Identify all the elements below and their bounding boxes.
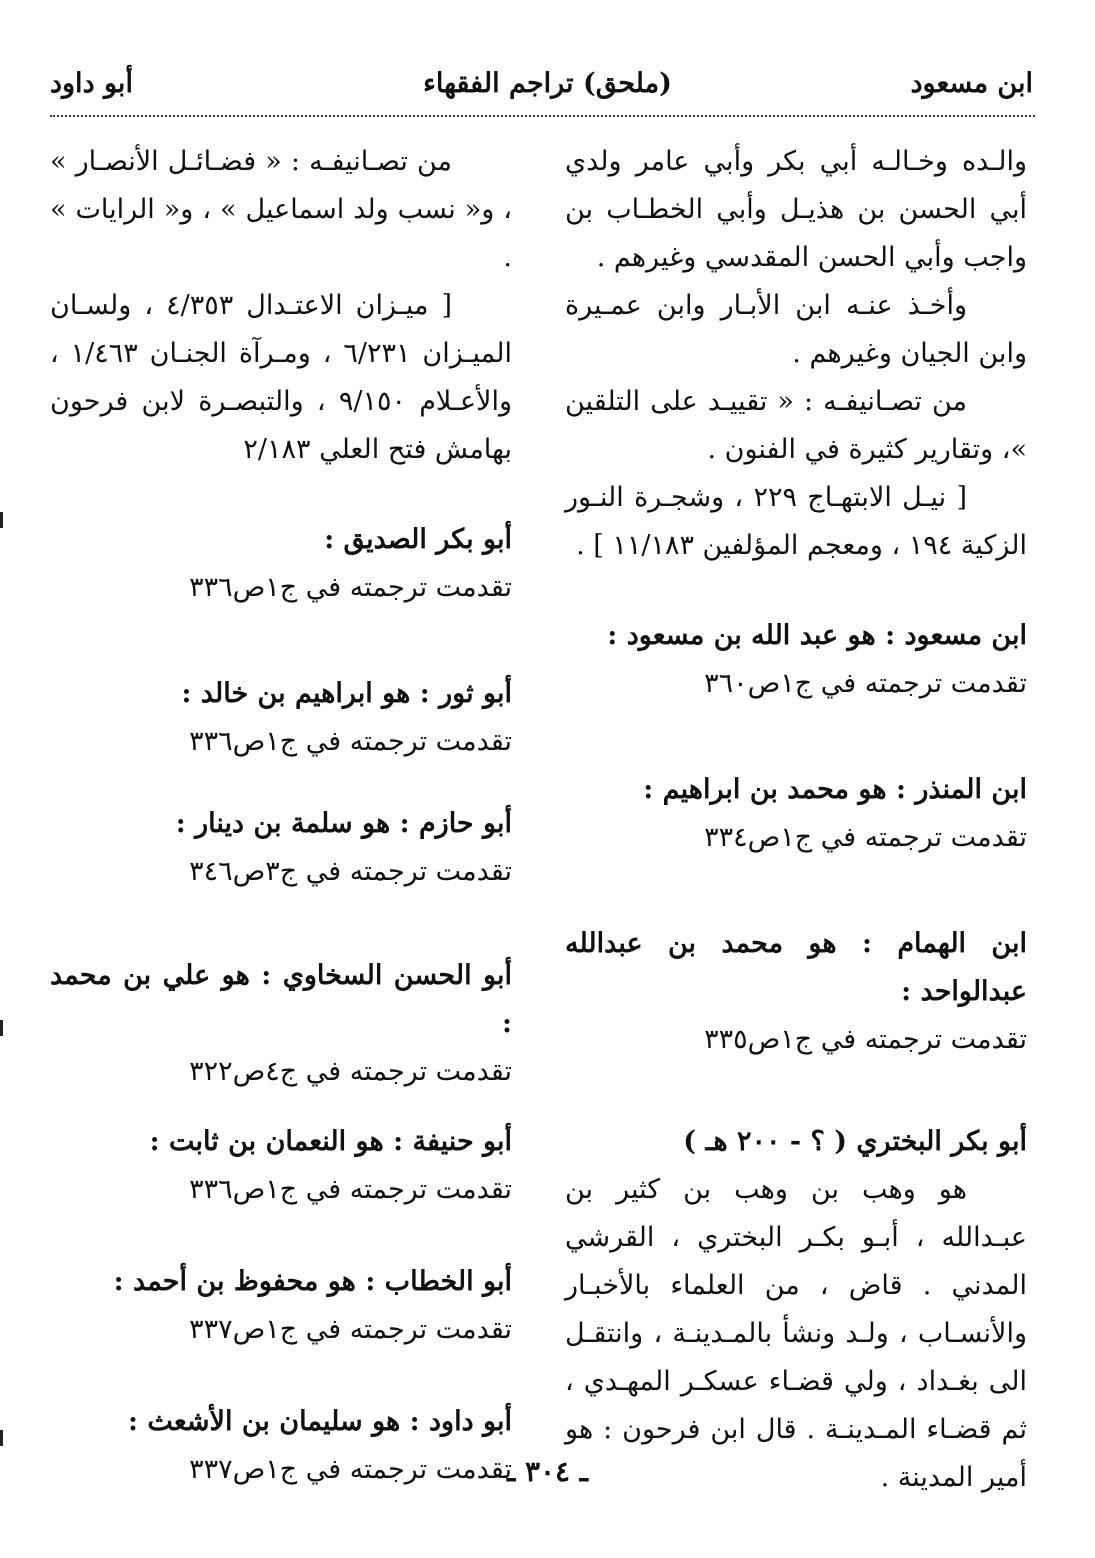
- entry-reference: تقدمت ترجمته في ج١ص٣٣٧: [189, 1314, 512, 1345]
- entry-title: أبو الحسن السخاوي : هو علي بن محمد :: [50, 960, 512, 1039]
- page-number: ـ ٣٠٤ ـ: [506, 1455, 589, 1488]
- paragraph: والـده وخـالـه أبي بكر وأبي عامر ولدي أبي الحسن بن هذيـل وأبي الخطـاب بن واجب وأبي الحسن المقدسي وغيرهم .: [565, 146, 1027, 273]
- scan-edge-mark: [0, 1020, 3, 1036]
- entry-reference: تقدمت ترجمته في ج١ص٣٣٦: [189, 1174, 512, 1205]
- entry-reference: تقدمت ترجمته في ج١ص٣٣٧: [189, 1454, 512, 1485]
- scan-edge-mark: [0, 1430, 3, 1446]
- entry-title: أبو بكر البختري ( ؟ - ٢٠٠ هـ ): [683, 1126, 1027, 1157]
- entry-title: أبو بكر الصديق :: [324, 524, 512, 555]
- entry-reference: تقدمت ترجمته في ج١ص٣٣٤: [704, 822, 1027, 853]
- entry-reference: تقدمت ترجمته في ج١ص٣٣٦: [189, 726, 512, 757]
- entry-reference: تقدمت ترجمته في ج١ص٣٦٠: [704, 668, 1027, 699]
- references-paragraph: [ ميـزان الاعتـدال ٤/٣٥٣ ، ولسـان الميـزان ٦/٢٣١ ، ومـرآة الجنـان ١/٤٦٣ ، والأعـلام ٩/١٥٠ ، والتبصـرة لابن فرحون بهامش فتح العلي ٢/١٨٣: [50, 290, 512, 465]
- entry-title: ابن الهمام : هو محمد بن عبدالله عبدالواحد :: [565, 928, 1027, 1007]
- entry-reference: تقدمت ترجمته في ج١ص٣٣٥: [704, 1024, 1027, 1055]
- entry-title: أبو ثور : هو ابراهيم بن خالد :: [181, 678, 512, 709]
- entry-title: ابن المنذر : هو محمد بن ابراهيم :: [643, 774, 1027, 805]
- entry-reference: تقدمت ترجمته في ج٤ص٣٢٢: [189, 1056, 512, 1087]
- paragraph: من تصـانيفـه : « تقييـد على التلقين »، وتقارير كثيرة في الفنون .: [565, 386, 1027, 465]
- left-column: [50, 138, 512, 1494]
- scan-edge-mark: [0, 512, 3, 528]
- entry-title: أبو حنيفة : هو النعمان بن ثابت :: [149, 1126, 512, 1157]
- entry-title: أبو حازم : هو سلمة بن دينار :: [175, 808, 512, 839]
- entry-title: ابن مسعود : هو عبد الله بن مسعود :: [607, 620, 1027, 651]
- entry-title: أبو داود : هو سليمان بن الأشعث :: [128, 1406, 512, 1437]
- entry-reference: تقدمت ترجمته في ج٣ص٣٤٦: [189, 856, 512, 887]
- entry-title: أبو الخطاب : هو محفوظ بن أحمد :: [113, 1266, 512, 1297]
- entry-body: هو وهب بن وهب بن كثير بن عبـدالله ، أبـو بكـر البختري ، القرشي المدني . قاض ، من العلماء بالأخبـار والأنسـاب ، ولـد ونشأ بالمـدينـة ، وانتقـل الى بغـداد ، ولي قضـاء عسكـر المهـدي ، ثم قضـاء المـدينـة . قال ابن فرحون : هو أمير المدينة .: [565, 1174, 1027, 1493]
- running-header-left: أبو داود: [50, 68, 133, 99]
- references-paragraph: [ نيـل الابتهـاج ٢٢٩ ، وشجـرة النـور الزكية ١٩٤ ، ومعجم المؤلفين ١١/١٨٣ ] .: [565, 482, 1027, 561]
- header-dotted-rule: [50, 115, 1035, 117]
- paragraph: من تصـانيفـه : « فضـائـل الأنصـار » ، و« نسب ولد اسماعيل » ، و« الرايات » .: [50, 146, 512, 273]
- running-header-right: ابن مسعود: [910, 68, 1033, 99]
- right-column: [565, 138, 1027, 1502]
- running-header-title: (ملحق) تراجم الفقهاء: [423, 68, 672, 99]
- entry-reference: تقدمت ترجمته في ج١ص٣٣٦: [189, 572, 512, 603]
- paragraph: وأخـذ عنـه ابن الأبـار وابن عمـيرة وابن الجيان وغيرهم .: [565, 290, 1027, 369]
